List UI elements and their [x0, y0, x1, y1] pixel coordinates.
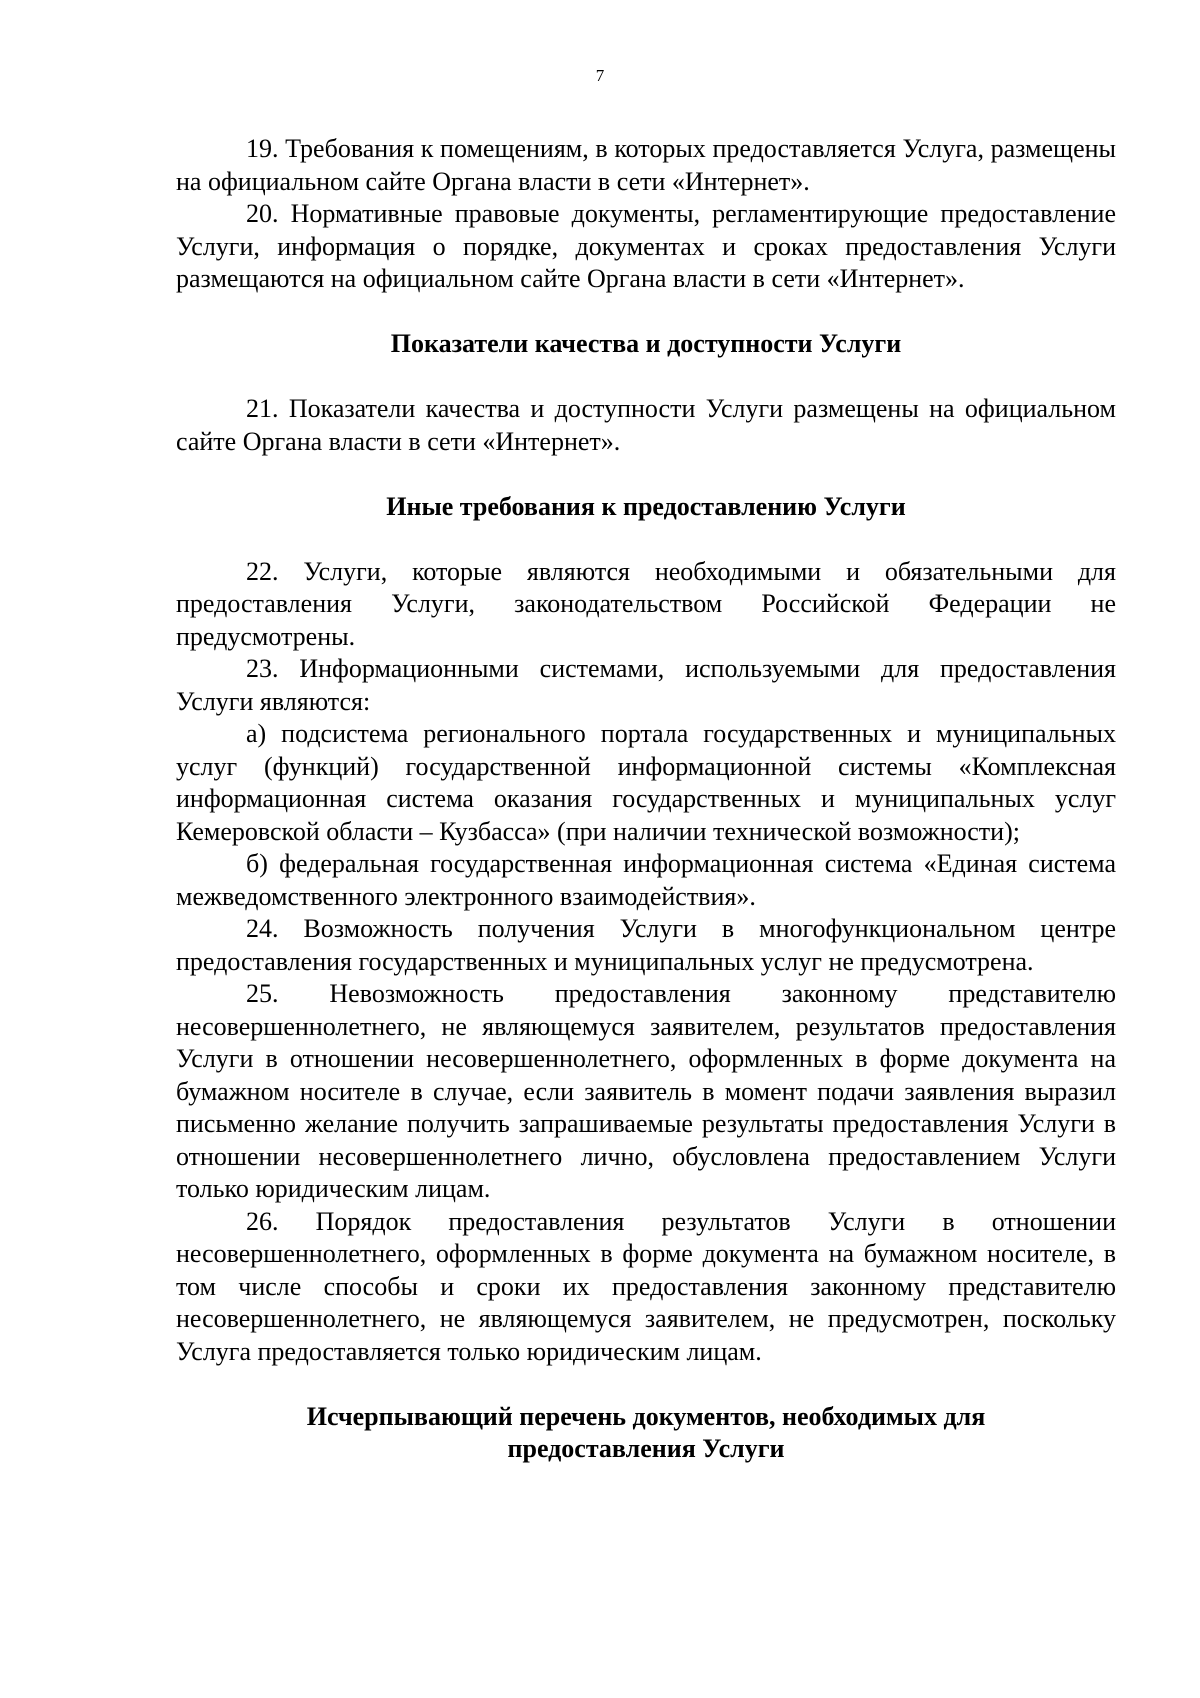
spacer: [176, 523, 1116, 556]
paragraph-23: 23. Информационными системами, используемыми для предоставления Услуги являются:: [176, 654, 1116, 716]
paragraph-21: 21. Показатели качества и доступности Услуги размещены на официальном сайте Органа власти в сети «Интернет».: [176, 394, 1116, 456]
section-heading-documents-line-2: предоставления Услуги: [507, 1434, 785, 1463]
paragraph-22: 22. Услуги, которые являются необходимыми и обязательными для предоставления Услуги, законодательством Российской Федерации не предусмотрены.: [176, 556, 1116, 651]
paragraph-20: 20. Нормативные правовые документы, регламентирующие предоставление Услуги, информация о порядке, документах и сроках предоставления Услуги размещаются на официальном сайте Органа власти в сети «Интернет».: [176, 199, 1116, 293]
paragraph-24: 24. Возможность получения Услуги в многофункциональном центре предоставления государственных и муниципальных услуг не предусмотрена.: [176, 914, 1116, 976]
paragraph-23-b: б) федеральная государственная информационная система «Единая система межведомственного электронного взаимодействия».: [176, 849, 1116, 911]
spacer: [176, 458, 1116, 491]
section-heading-documents-line-1: Исчерпывающий перечень документов, необходимых для: [306, 1401, 986, 1431]
section-heading-quality: Показатели качества и доступности Услуги: [390, 329, 902, 358]
paragraph-23-a: а) подсистема регионального портала государственных и муниципальных услуг (функций) государственной информационной системы «Комплексная информационная система оказания государственных и муниципальных услуг Кемеровской области – Кузбасса» (при наличии технической возможности);: [176, 719, 1116, 846]
section-heading-documents: [176, 1401, 1116, 1466]
document-body: [176, 133, 1116, 1466]
page-number: 7: [595, 66, 605, 85]
paragraph-25: 25. Невозможность предоставления законному представителю несовершеннолетнего, не являющемуся заявителем, результатов предоставления Услуги в отношении несовершеннолетнего, оформленных в форме документа на бумажном носителе в случае, если заявитель в момент подачи заявления выразил письменно желание получить запрашиваемые результаты предоставления Услуги в отношении несовершеннолетнего лично, обусловлена предоставлением Услуги только юридическим лицам.: [176, 979, 1116, 1203]
spacer: [176, 1368, 1116, 1401]
paragraph-19: 19. Требования к помещениям, в которых предоставляется Услуга, размещены на официальном сайте Органа власти в сети «Интернет».: [176, 134, 1116, 196]
section-heading-other-requirements: Иные требования к предоставлению Услуги: [386, 491, 906, 521]
paragraph-26: 26. Порядок предоставления результатов Услуги в отношении несовершеннолетнего, оформленных в форме документа на бумажном носителе, в том числе способы и сроки их предоставления законному представителю несовершеннолетнего, не являющемуся заявителем, не предусмотрен, поскольку Услуга предоставляется только юридическим лицам.: [176, 1206, 1116, 1366]
spacer: [176, 361, 1116, 394]
spacer: [176, 296, 1116, 329]
